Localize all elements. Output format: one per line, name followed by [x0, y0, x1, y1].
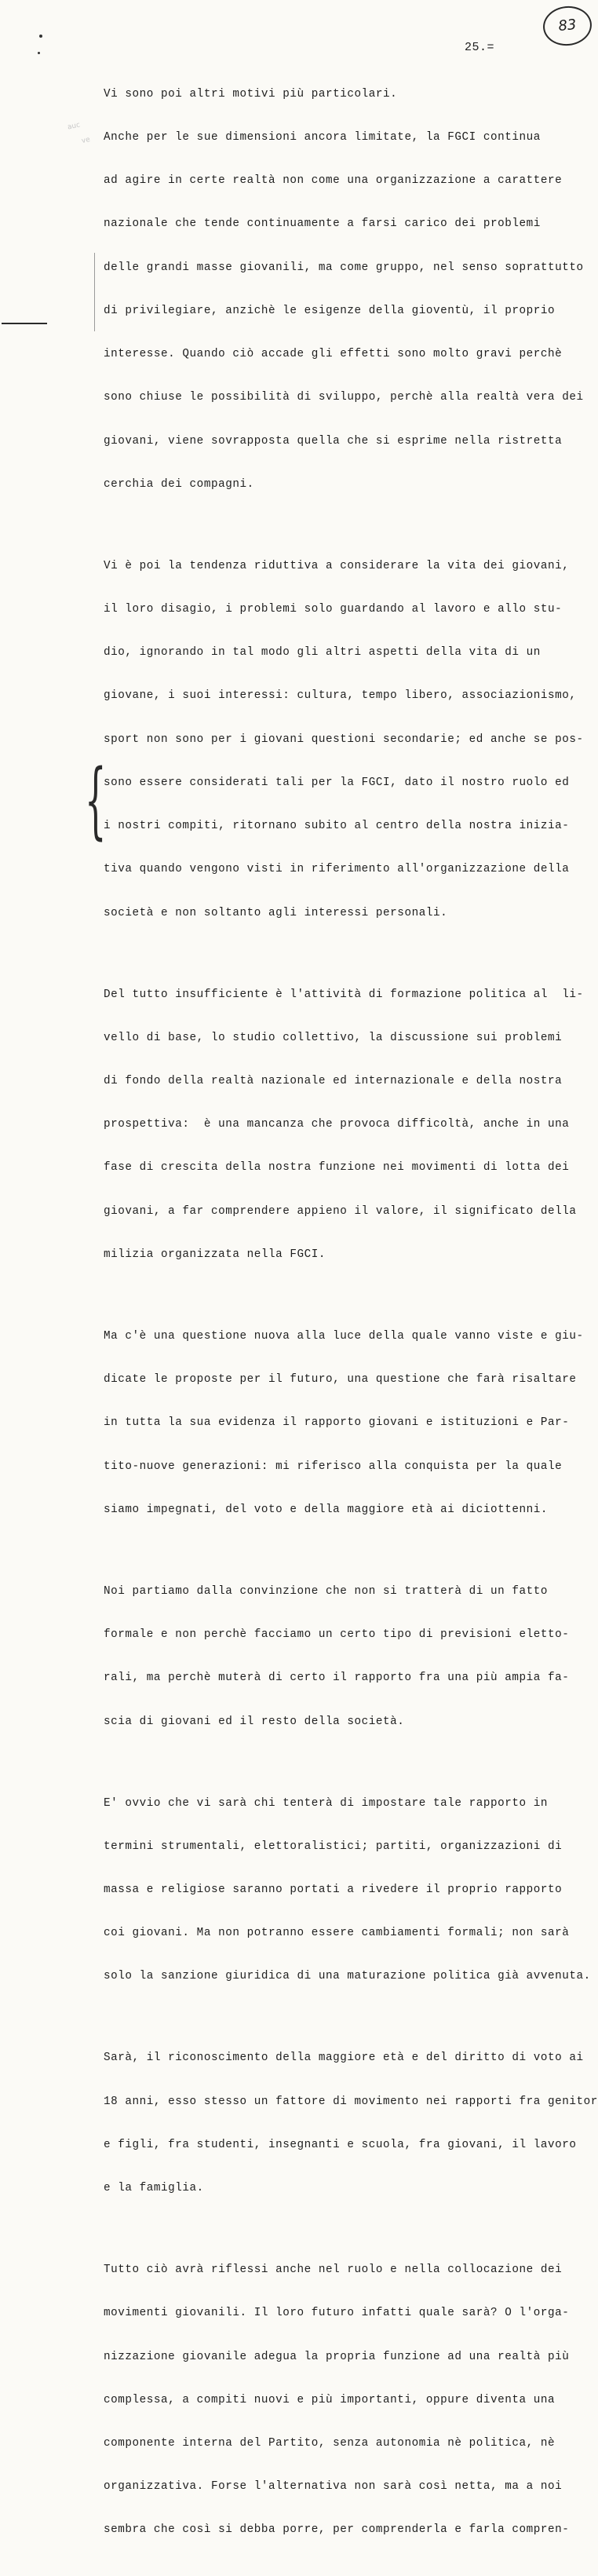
faint-margin-mark: ve — [81, 135, 91, 146]
text-line: sono essere considerati tali per la FGCI, dato il nostro ruolo ed — [104, 776, 570, 789]
faint-margin-mark: auc — [67, 121, 82, 132]
text-line: giovane, i suoi interessi: cultura, tempo libero, associazionismo, — [104, 689, 577, 703]
text-line: interesse. Quando ciò accade gli effetti sono molto gravi perchè — [104, 348, 563, 361]
text-line: E' ovvio che vi sarà chi tenterà di impostare tale rapporto in — [104, 1796, 549, 1810]
text-line: scia di giovani ed il resto della società. — [104, 1715, 405, 1728]
text-line: Anche per le sue dimensioni ancora limitate, la FGCI continua — [104, 131, 541, 144]
page-number: 25.= — [465, 41, 495, 54]
text-line: rali, ma perchè muterà di certo il rapporto fra una più ampia fa- — [104, 1672, 570, 1685]
text-line: ad agire in certe realtà non come una organizzazione a carattere — [104, 174, 563, 188]
text-line: di fondo della realtà nazionale ed internazionale e della nostra — [104, 1075, 563, 1088]
text-line: dio, ignorando in tal modo gli altri aspetti della vita di un — [104, 646, 541, 660]
text-line: il loro disagio, i problemi solo guardando al lavoro e allo stu- — [104, 603, 563, 616]
text-line: componente interna del Partito, senza autonomia nè politica, nè — [104, 2437, 556, 2450]
text-line: siamo impegnati, del voto e della maggiore età ai diciottenni. — [104, 1503, 549, 1516]
paragraph-1 — [104, 58, 590, 521]
text-line: vello di base, lo studio collettivo, la discussione sui problemi — [104, 1031, 563, 1044]
text-line: fase di crescita della nostra funzione nei movimenti di lotta dei — [104, 1161, 570, 1175]
text-line: termini strumentali, elettoralistici; partiti, organizzazioni di — [104, 1840, 563, 1853]
paragraph-3 — [104, 959, 590, 1291]
text-line: milizia organizzata nella FGCI. — [104, 1248, 326, 1261]
text-line: Tutto ciò avrà riflessi anche nel ruolo e nella collocazione dei — [104, 2264, 563, 2277]
text-line: Vi è poi la tendenza riduttiva a considerare la vita dei giovani, — [104, 559, 570, 572]
text-line: sono chiuse le possibilità di sviluppo, perchè alla realtà vera dei — [104, 391, 584, 404]
text-line: giovani, viene sovrapposta quella che si esprime nella ristretta — [104, 434, 563, 448]
text-line: società e non soltanto agli interessi personali. — [104, 906, 448, 919]
paragraph-5 — [104, 1555, 590, 1758]
margin-dash-mark — [2, 323, 47, 324]
text-line: solo la sanzione giuridica di una maturazione politica già avvenuta. — [104, 1970, 591, 1983]
text-line: Vi sono poi altri motivi più particolari. — [104, 87, 398, 100]
margin-brace: { — [85, 751, 107, 849]
text-line: di privilegiare, anzichè le esigenze della gioventù, il proprio — [104, 304, 556, 317]
text-line: tito-nuove generazioni: mi riferisco alla conquista per la quale — [104, 1460, 563, 1473]
ink-dot — [38, 52, 40, 54]
text-line: giovani, a far comprendere appieno il valore, il significato della — [104, 1204, 577, 1218]
text-line: e figli, fra studenti, insegnanti e scuola, fra giovani, il lavoro — [104, 2138, 577, 2151]
text-line: tiva quando vengono visti in riferimento all'organizzazione della — [104, 863, 570, 876]
text-line: cerchia dei compagni. — [104, 477, 254, 491]
text-line: formale e non perchè facciamo un certo tipo di previsioni eletto- — [104, 1628, 570, 1642]
text-line: in tutta la sua evidenza il rapporto giovani e istituzioni e Par- — [104, 1416, 570, 1430]
text-line: nizzazione giovanile adegua la propria funzione ad una realtà più — [104, 2350, 570, 2363]
text-line: i nostri compiti, ritornano subito al centro della nostra inizia- — [104, 820, 570, 833]
text-line: 18 anni, esso stesso un fattore di movimento nei rapporti fra genitor — [104, 2095, 598, 2108]
paragraph-2 — [104, 530, 590, 949]
text-line: movimenti giovanili. Il loro futuro infatti quale sarà? O l'orga- — [104, 2307, 570, 2320]
margin-line — [94, 253, 95, 331]
archive-number-stamp: 83 — [541, 4, 594, 48]
text-line: prospettiva: è una mancanza che provoca difficoltà, anche in una — [104, 1118, 570, 1131]
ink-dot — [39, 35, 42, 38]
text-line: massa e religiose saranno portati a rivedere il proprio rapporto — [104, 1883, 563, 1896]
text-line: e la famiglia. — [104, 2182, 204, 2195]
text-line: complessa, a compiti nuovi e più importanti, oppure diventa una — [104, 2393, 556, 2406]
paragraph-8 — [104, 2234, 590, 2566]
body-text — [104, 58, 598, 2576]
paragraph-4 — [104, 1300, 590, 1546]
text-line: sport non sono per i giovani questioni secondarie; ed anche se pos- — [104, 733, 584, 746]
text-line: Del tutto insufficiente è l'attività di formazione politica al li- — [104, 988, 584, 1001]
text-line: Ma c'è una questione nuova alla luce della quale vanno viste e giu- — [104, 1329, 584, 1343]
text-line: sembra che così si debba porre, per comprenderla e farla compren- — [104, 2523, 570, 2537]
text-line: Noi partiamo dalla convinzione che non si tratterà di un fatto — [104, 1584, 549, 1598]
text-line: organizzativa. Forse l'alternativa non sarà così netta, ma a noi — [104, 2480, 563, 2494]
paragraph-7 — [104, 2022, 598, 2225]
paragraph-6 — [104, 1767, 590, 2013]
text-line: delle grandi masse giovanili, ma come gruppo, nel senso soprattutto — [104, 261, 584, 274]
text-line: Sarà, il riconoscimento della maggiore età e del diritto di voto ai — [104, 2052, 584, 2065]
text-line: nazionale che tende continuamente a farsi carico dei problemi — [104, 217, 541, 231]
text-line: dicate le proposte per il futuro, una questione che farà risaltare — [104, 1373, 577, 1387]
text-line: coi giovani. Ma non potranno essere cambiamenti formali; non sarà — [104, 1927, 570, 1940]
